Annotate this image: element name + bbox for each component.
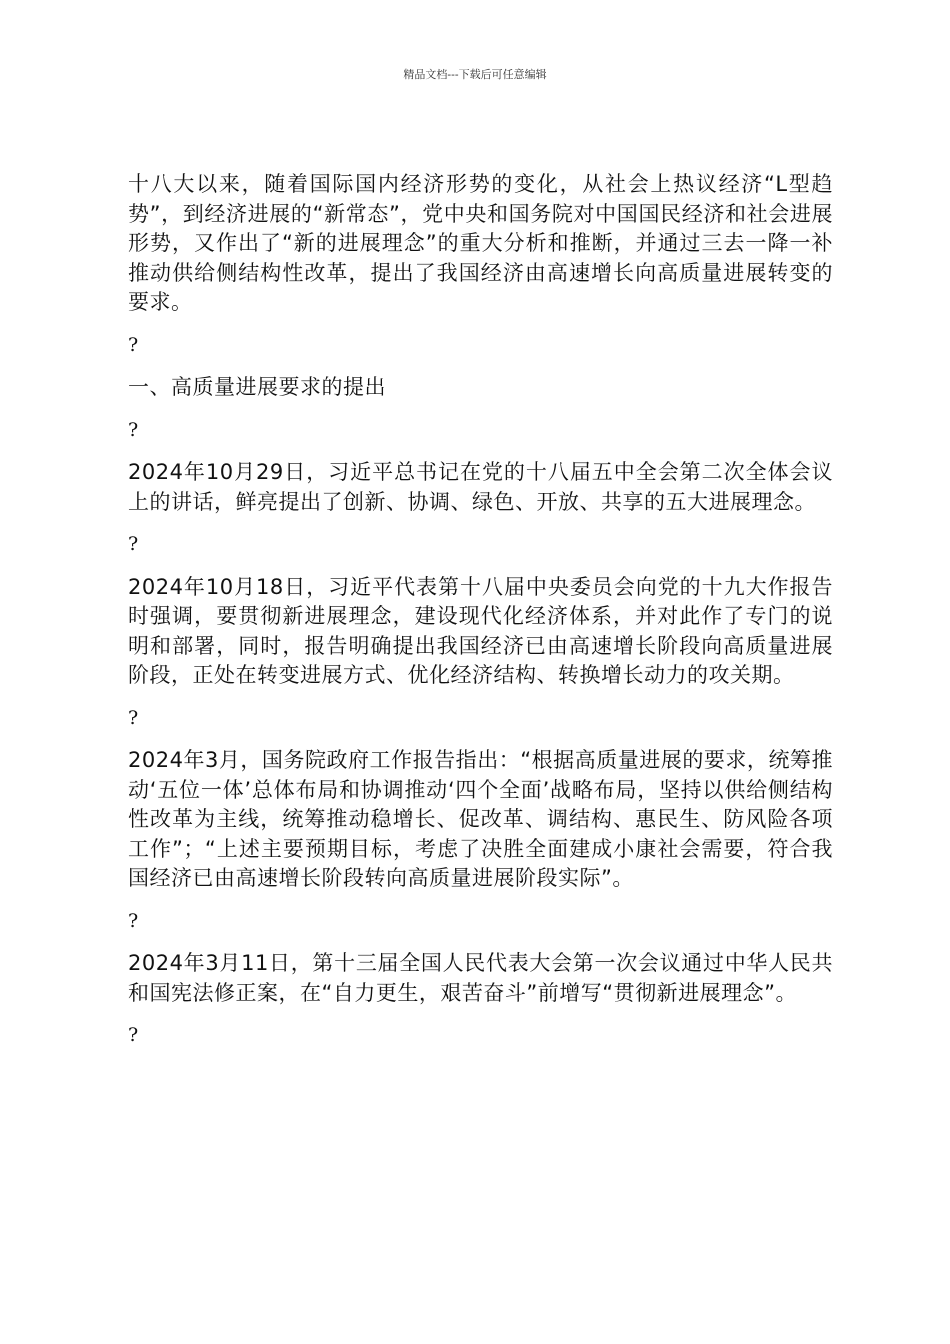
- placeholder-mark: ?: [128, 706, 139, 729]
- page-header: 精品文档---下载后可任意编辑: [403, 68, 547, 81]
- paragraph-2017: 2024年10月18日，习近平代表第十八届中央委员会向党的十九大作报告时强调，要贯彻新进展理念，建设现代化经济体系，并对此作了专门的说明和部署，同时，报告明确提出我国经济已由高速增长阶段向高质量进展阶段，正处在转变进展方式、优化经济结构、转换增长动力的攻关期。: [128, 574, 833, 687]
- paragraph-2015: 2024年10月29日，习近平总书记在党的十八届五中全会第二次全体会议上的讲话，鲜亮提出了创新、协调、绿色、开放、共享的五大进展理念。: [128, 460, 833, 514]
- paragraph-2018-constitution: 2024年3月11日，第十三届全国人民代表大会第一次会议通过中华人民共和国宪法修正案，在“自力更生，艰苦奋斗”前增写“贯彻新进展理念”。: [128, 951, 833, 1005]
- section-heading: 一、高质量进展要求的提出: [128, 375, 386, 399]
- placeholder-mark: ?: [128, 418, 139, 441]
- placeholder-mark: ?: [128, 333, 139, 356]
- document-body: [128, 170, 833, 1051]
- paragraph-2018-report: 2024年3月，国务院政府工作报告指出：“根据高质量进展的要求，统筹推动‘五位一体’总体布局和协调推动‘四个全面’战略布局，坚持以供给侧结构性改革为主线，统筹推动稳增长、促改革、调结构、惠民生、防风险各项工作”；“上述主要预期目标，考虑了决胜全面建成小康社会需要，符合我国经济已由高速增长阶段转向高质量进展阶段实际”。: [128, 748, 833, 890]
- placeholder-mark: ?: [128, 533, 139, 555]
- placeholder-mark: ?: [128, 1024, 139, 1046]
- placeholder-mark: ?: [128, 909, 139, 932]
- paragraph-intro: 十八大以来，随着国际国内经济形势的变化，从社会上热议经济“L型趋势”，到经济进展的“新常态”，党中央和国务院对中国国民经济和社会进展形势，又作出了“新的进展理念”的重大分析和推断，并通过三去一降一补推动供给侧结构性改革，提出了我国经济由高速增长向高质量进展转变的要求。: [128, 172, 833, 314]
